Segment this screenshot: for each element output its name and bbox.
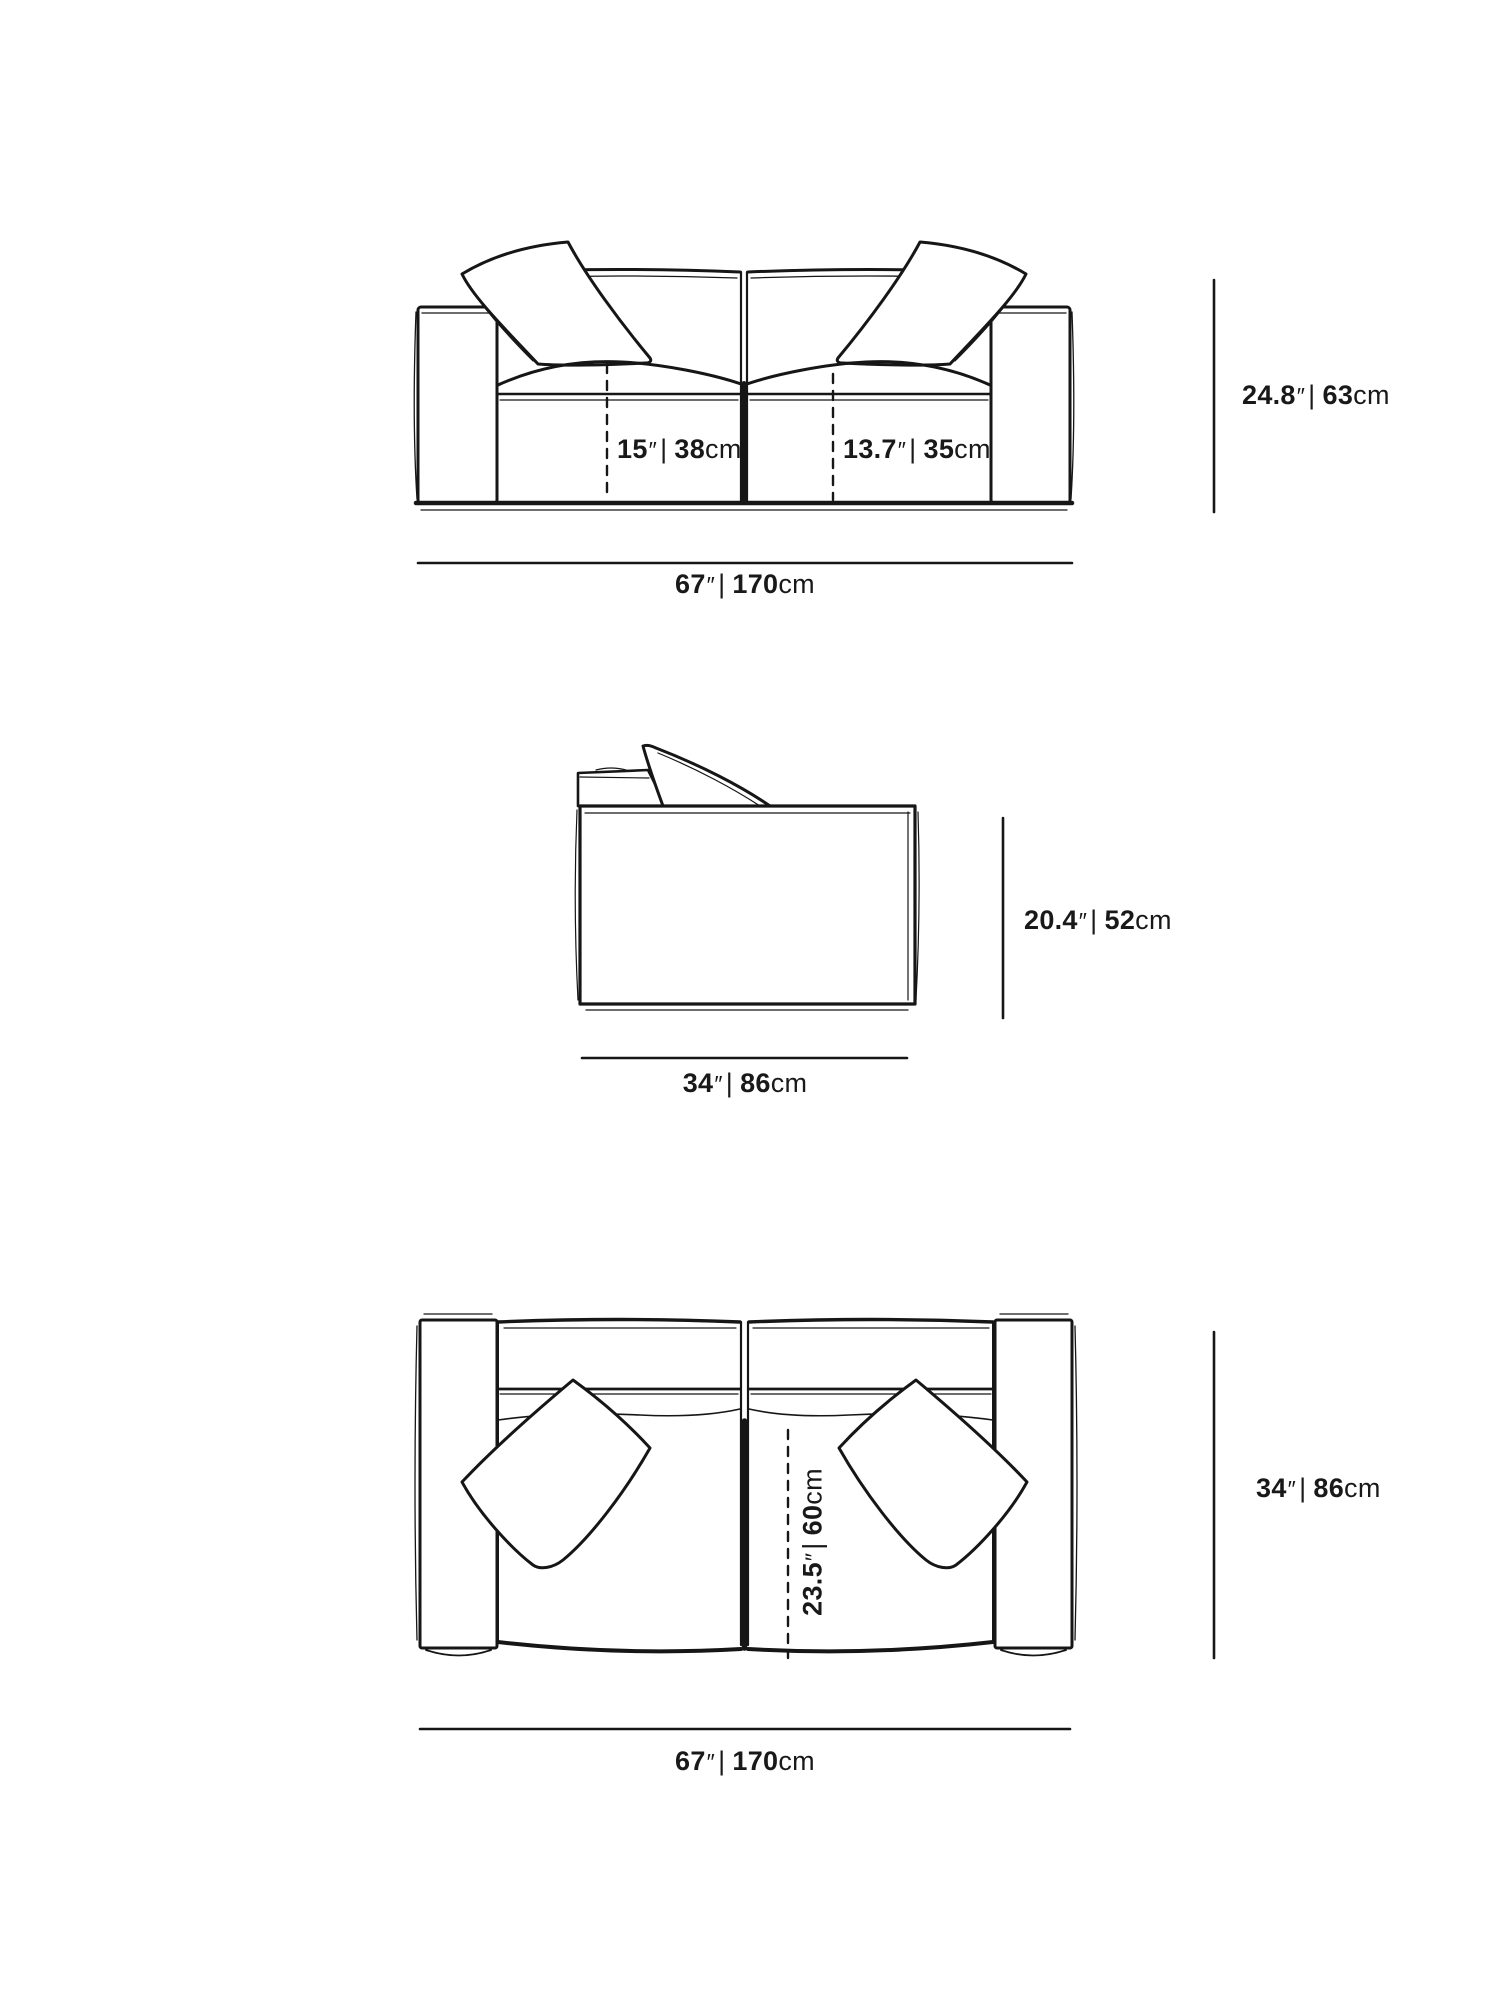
cm-unit: cm — [797, 1468, 828, 1505]
inches-value: 20.4 — [1024, 904, 1078, 935]
cm-value: 86 — [740, 1067, 771, 1098]
inch-mark: ″ — [897, 436, 907, 463]
cm-unit: cm — [770, 1067, 808, 1098]
inches-value: 34 — [682, 1067, 714, 1098]
cm-unit: cm — [1353, 379, 1390, 410]
separator: | — [660, 433, 668, 464]
separator: | — [725, 1067, 734, 1098]
side-depth-label — [683, 1068, 808, 1099]
top-divider — [741, 1322, 748, 1648]
top-seat-depth-label — [798, 1468, 829, 1616]
inch-mark: ″ — [1287, 1475, 1297, 1502]
front-right-arm — [991, 307, 1074, 503]
front-width-label — [675, 569, 815, 600]
inch-mark: ″ — [1296, 382, 1306, 409]
separator: | — [718, 568, 726, 599]
side-back-height-label — [1024, 905, 1172, 936]
front-deck-height-label — [843, 434, 991, 465]
inches-value: 67 — [675, 1745, 706, 1776]
inch-mark: ″ — [714, 1070, 723, 1097]
separator: | — [718, 1745, 726, 1776]
separator: | — [797, 1542, 828, 1550]
cm-value: 86 — [1313, 1472, 1345, 1503]
separator: | — [1308, 379, 1316, 410]
front-left-arm — [414, 307, 497, 503]
cm-value: 63 — [1322, 379, 1354, 410]
separator: | — [1090, 904, 1098, 935]
cm-unit: cm — [1135, 904, 1172, 935]
side-view-drawing — [560, 695, 1210, 1095]
front-divider — [741, 272, 747, 501]
cm-unit: cm — [778, 568, 815, 599]
inch-mark: ″ — [706, 571, 716, 598]
cm-unit: cm — [954, 433, 991, 464]
front-seat-height-label — [617, 434, 742, 465]
cm-unit: cm — [705, 433, 742, 464]
front-view-drawing — [400, 235, 1230, 575]
front-height-label — [1242, 380, 1390, 411]
top-depth-label — [1256, 1473, 1381, 1504]
cm-value: 170 — [732, 1745, 779, 1776]
separator: | — [1299, 1472, 1307, 1503]
side-pillow — [643, 745, 770, 806]
inches-value: 15 — [617, 433, 648, 464]
cm-unit: cm — [1344, 1472, 1381, 1503]
cm-value: 52 — [1104, 904, 1136, 935]
inches-value: 24.8 — [1242, 379, 1296, 410]
cm-value: 170 — [732, 568, 779, 599]
inch-mark: ″ — [1078, 907, 1088, 934]
inches-value: 23.5 — [797, 1562, 828, 1616]
inch-mark: ″ — [706, 1748, 716, 1775]
inches-value: 13.7 — [843, 433, 897, 464]
separator: | — [909, 433, 917, 464]
side-body — [575, 806, 919, 1010]
cm-value: 35 — [923, 433, 955, 464]
cm-value: 60 — [797, 1504, 828, 1536]
front-base — [416, 503, 1072, 510]
inch-mark: ″ — [800, 1552, 827, 1562]
top-width-label — [675, 1746, 815, 1777]
inches-value: 67 — [675, 568, 706, 599]
inch-mark: ″ — [648, 436, 658, 463]
cm-value: 38 — [674, 433, 706, 464]
inches-value: 34 — [1256, 1472, 1287, 1503]
cm-unit: cm — [778, 1745, 815, 1776]
